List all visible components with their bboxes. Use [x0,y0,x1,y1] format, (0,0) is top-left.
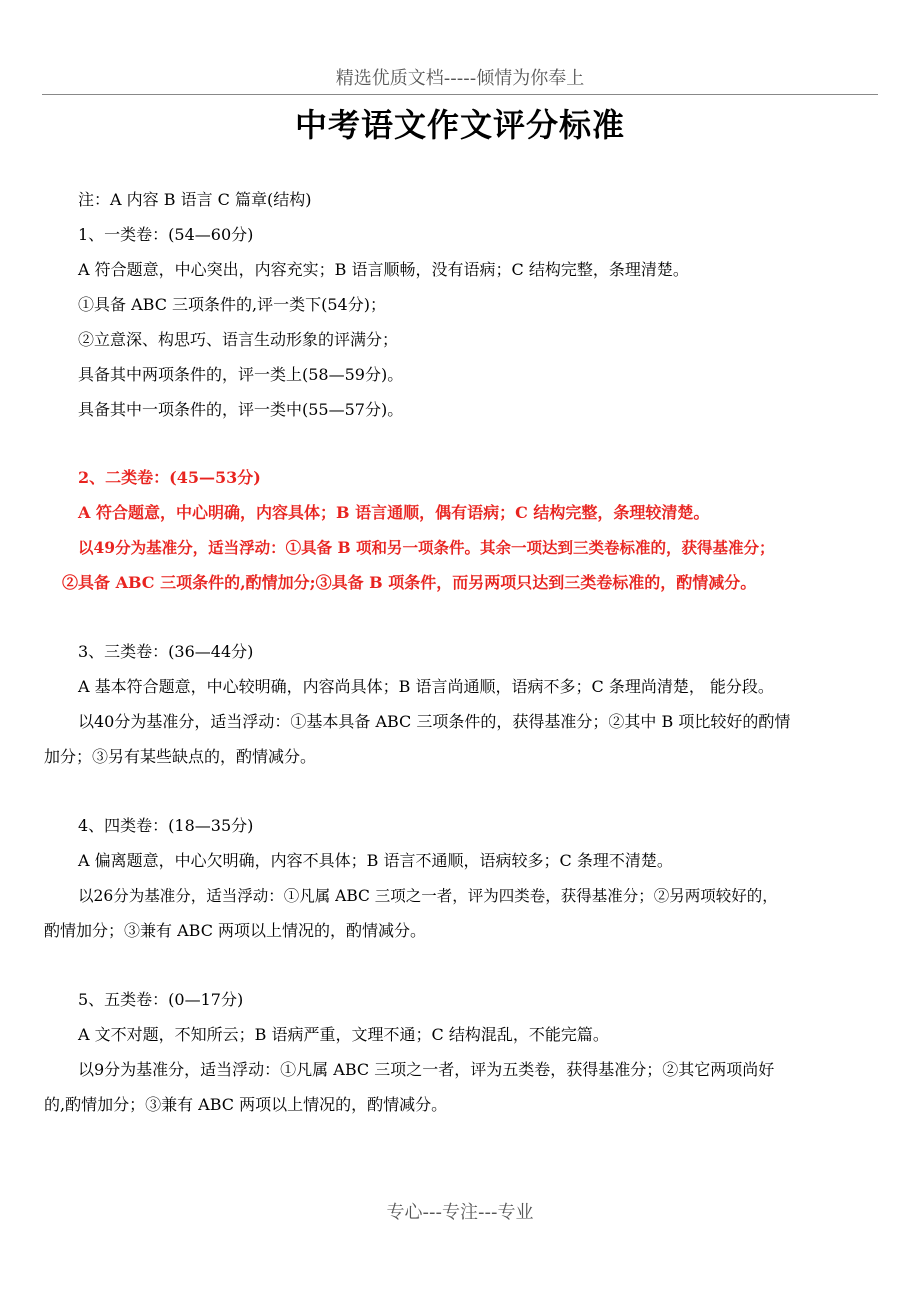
section-1-line: 具备其中一项条件的，评一类中(55—57分)。 [78,400,404,419]
page-header: 精选优质文档-----倾情为你奉上 [335,68,585,89]
page-footer: 专心---专注---专业 [386,1202,534,1223]
header-divider [42,94,878,95]
section-5-line: 的,酌情加分；③兼有 ABC 两项以上情况的，酌情减分。 [44,1095,448,1114]
section-3-line: 以40分为基准分，适当浮动：①基本具备 ABC 三项条件的，获得基准分；②其中 B 项比较好的酌情 [78,712,791,731]
section-2-line: 以49分为基准分，适当浮动：①具备 B 项和另一项条件。其余一项达到三类卷标准的，获得基准分； [78,538,775,557]
section-3-heading: 3、三类卷：(36—44分) [78,642,254,661]
section-4-line: 以26分为基准分，适当浮动：①凡属 ABC 三项之一者，评为四类卷，获得基准分；②另两项较好的， [78,887,778,905]
document-title: 中考语文作文评分标准 [294,106,625,144]
section-4-heading: 4、四类卷：(18—35分) [78,816,254,835]
section-1-line: A 符合题意，中心突出，内容充实；B 语言顺畅，没有语病；C 结构完整，条理清楚。 [78,260,689,279]
section-5-line: A 文不对题，不知所云；B 语病严重，文理不通；C 结构混乱，不能完篇。 [78,1025,609,1044]
section-2-heading: 2、二类卷：(45—53分) [78,468,261,487]
section-2-line: ②具备 ABC 三项条件的,酌情加分;③具备 B 项条件，而另两项只达到三类卷标准的，酌情减分。 [62,573,757,592]
section-1-heading: 1、一类卷：(54—60分) [78,225,254,244]
section-2-line: A 符合题意，中心明确，内容具体；B 语言通顺，偶有语病；C 结构完整，条理较清楚。 [78,503,710,522]
section-1-line: ②立意深、构思巧、语言生动形象的评满分； [78,330,399,349]
section-4-line: A 偏离题意，中心欠明确，内容不具体；B 语言不通顺，语病较多；C 条理不清楚。 [78,851,673,870]
section-3-line: A 基本符合题意，中心较明确，内容尚具体；B 语言尚通顺，语病不多；C 条理尚清楚， 能分段。 [78,677,774,696]
section-3-line: 加分；③另有某些缺点的，酌情减分。 [44,747,317,766]
section-5-heading: 5、五类卷：(0—17分) [78,990,244,1009]
section-1-line: ①具备 ABC 三项条件的,评一类下(54分)； [78,295,386,314]
section-4-line: 酌情加分；③兼有 ABC 两项以上情况的，酌情减分。 [44,921,427,940]
section-5-line: 以9分为基准分，适当浮动：①凡属 ABC 三项之一者，评为五类卷，获得基准分；②其它两项尚好 [78,1060,775,1079]
section-1-line: 具备其中两项条件的，评一类上(58—59分)。 [78,365,404,384]
legend-note: 注：A 内容 B 语言 C 篇章(结构) [78,190,312,209]
